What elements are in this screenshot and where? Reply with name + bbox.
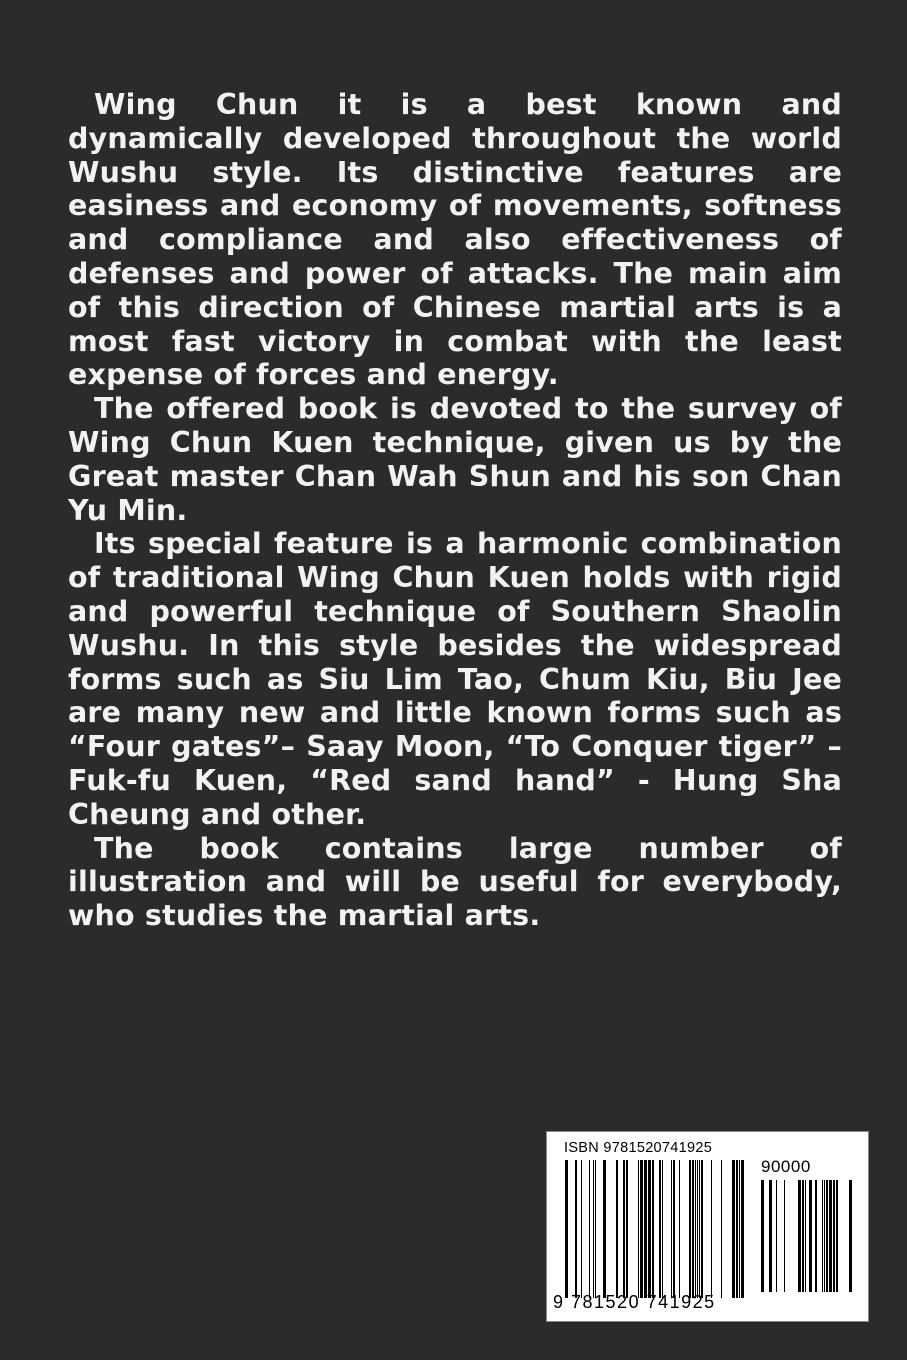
barcode-bar [824, 1180, 825, 1292]
barcode-bar [626, 1160, 628, 1298]
barcode-bar [711, 1160, 712, 1298]
barcode-bar [741, 1160, 744, 1298]
barcode-bar [697, 1160, 698, 1298]
barcode-bar [809, 1180, 812, 1292]
barcode-bar [575, 1160, 577, 1298]
barcode-bar [849, 1180, 852, 1292]
barcode-digits: 9 781520 741925 [553, 1292, 716, 1312]
barcode-bar [802, 1180, 804, 1292]
barcode-bar [695, 1160, 696, 1298]
barcode-bar [640, 1160, 643, 1298]
barcode-bar [616, 1160, 618, 1298]
barcode-bar [659, 1160, 661, 1298]
price-addon-number: 90000 [761, 1157, 811, 1176]
barcode-bar [776, 1180, 777, 1292]
barcode-bar [721, 1160, 722, 1298]
barcode-bar [836, 1180, 838, 1292]
barcode-bar [565, 1160, 568, 1298]
barcode-bar [826, 1180, 828, 1292]
barcode-bar [589, 1160, 590, 1298]
barcode-bar [692, 1160, 694, 1298]
barcode-bar [689, 1160, 691, 1298]
blurb-paragraph-3: Its special feature is a harmonic combination of traditional Wing Chun Kuen holds with rigid and powerful technique of Southern Shaolin Wushu. In this style besides the widespread forms such as Siu Lim Tao, Chum Kiu, Biu Jee are many new and little known forms such as “Four gates”– Saay Moon, “To Conquer tiger” – Fuk-fu Kuen, “Red sand hand” - Hung Sha Cheung and other. [68, 527, 842, 831]
barcode-bar [822, 1180, 823, 1292]
barcode-bar [673, 1160, 675, 1298]
barcode-bar [581, 1160, 582, 1298]
barcode-bar [761, 1180, 764, 1292]
blurb-paragraph-4: The book contains large number of illustration and will be useful for everybody, who studies the martial arts. [68, 831, 842, 933]
barcode-bar [798, 1180, 801, 1292]
barcode-bar [603, 1160, 606, 1298]
barcode-bar [815, 1180, 817, 1292]
barcode-bar [784, 1180, 785, 1292]
blurb-paragraph-1: Wing Chun it is a best known and dynamically developed throughout the world Wushu style. Its distinctive features are easiness and economy of movements, softness and compliance and also effectiveness of defenses and power of attacks. The main aim of this direction of Chinese martial arts is a most fast victory in combat with the least expense of forces and energy. [68, 88, 842, 392]
barcode-bar [805, 1180, 806, 1292]
barcode-bar [638, 1160, 639, 1298]
barcode-bar [769, 1180, 772, 1292]
blurb-paragraph-2: The offered book is devoted to the survey of Wing Chun Kuen technique, given us by the Great master Chan Wah Shun and his son Chan Yu Min. [68, 392, 842, 527]
barcode-bar [648, 1160, 651, 1298]
barcode-bar [739, 1160, 740, 1298]
isbn-barcode [546, 1131, 869, 1322]
barcode-bar [701, 1160, 703, 1298]
barcode-bar [593, 1160, 594, 1298]
barcode-bar [699, 1160, 700, 1298]
barcode-bar [662, 1160, 663, 1298]
barcode-bar [623, 1160, 625, 1298]
back-cover-blurb [68, 88, 842, 933]
barcode-bar [644, 1160, 647, 1298]
barcode-bar [732, 1160, 735, 1298]
barcode-bar [652, 1160, 654, 1298]
barcode-bar [679, 1160, 680, 1298]
barcode-bar [736, 1160, 738, 1298]
isbn-label: ISBN 9781520741925 [564, 1140, 713, 1156]
barcode-bar [833, 1180, 835, 1292]
barcode-bar [829, 1180, 832, 1292]
barcode-bar [671, 1160, 672, 1298]
barcode-bar [595, 1160, 596, 1298]
